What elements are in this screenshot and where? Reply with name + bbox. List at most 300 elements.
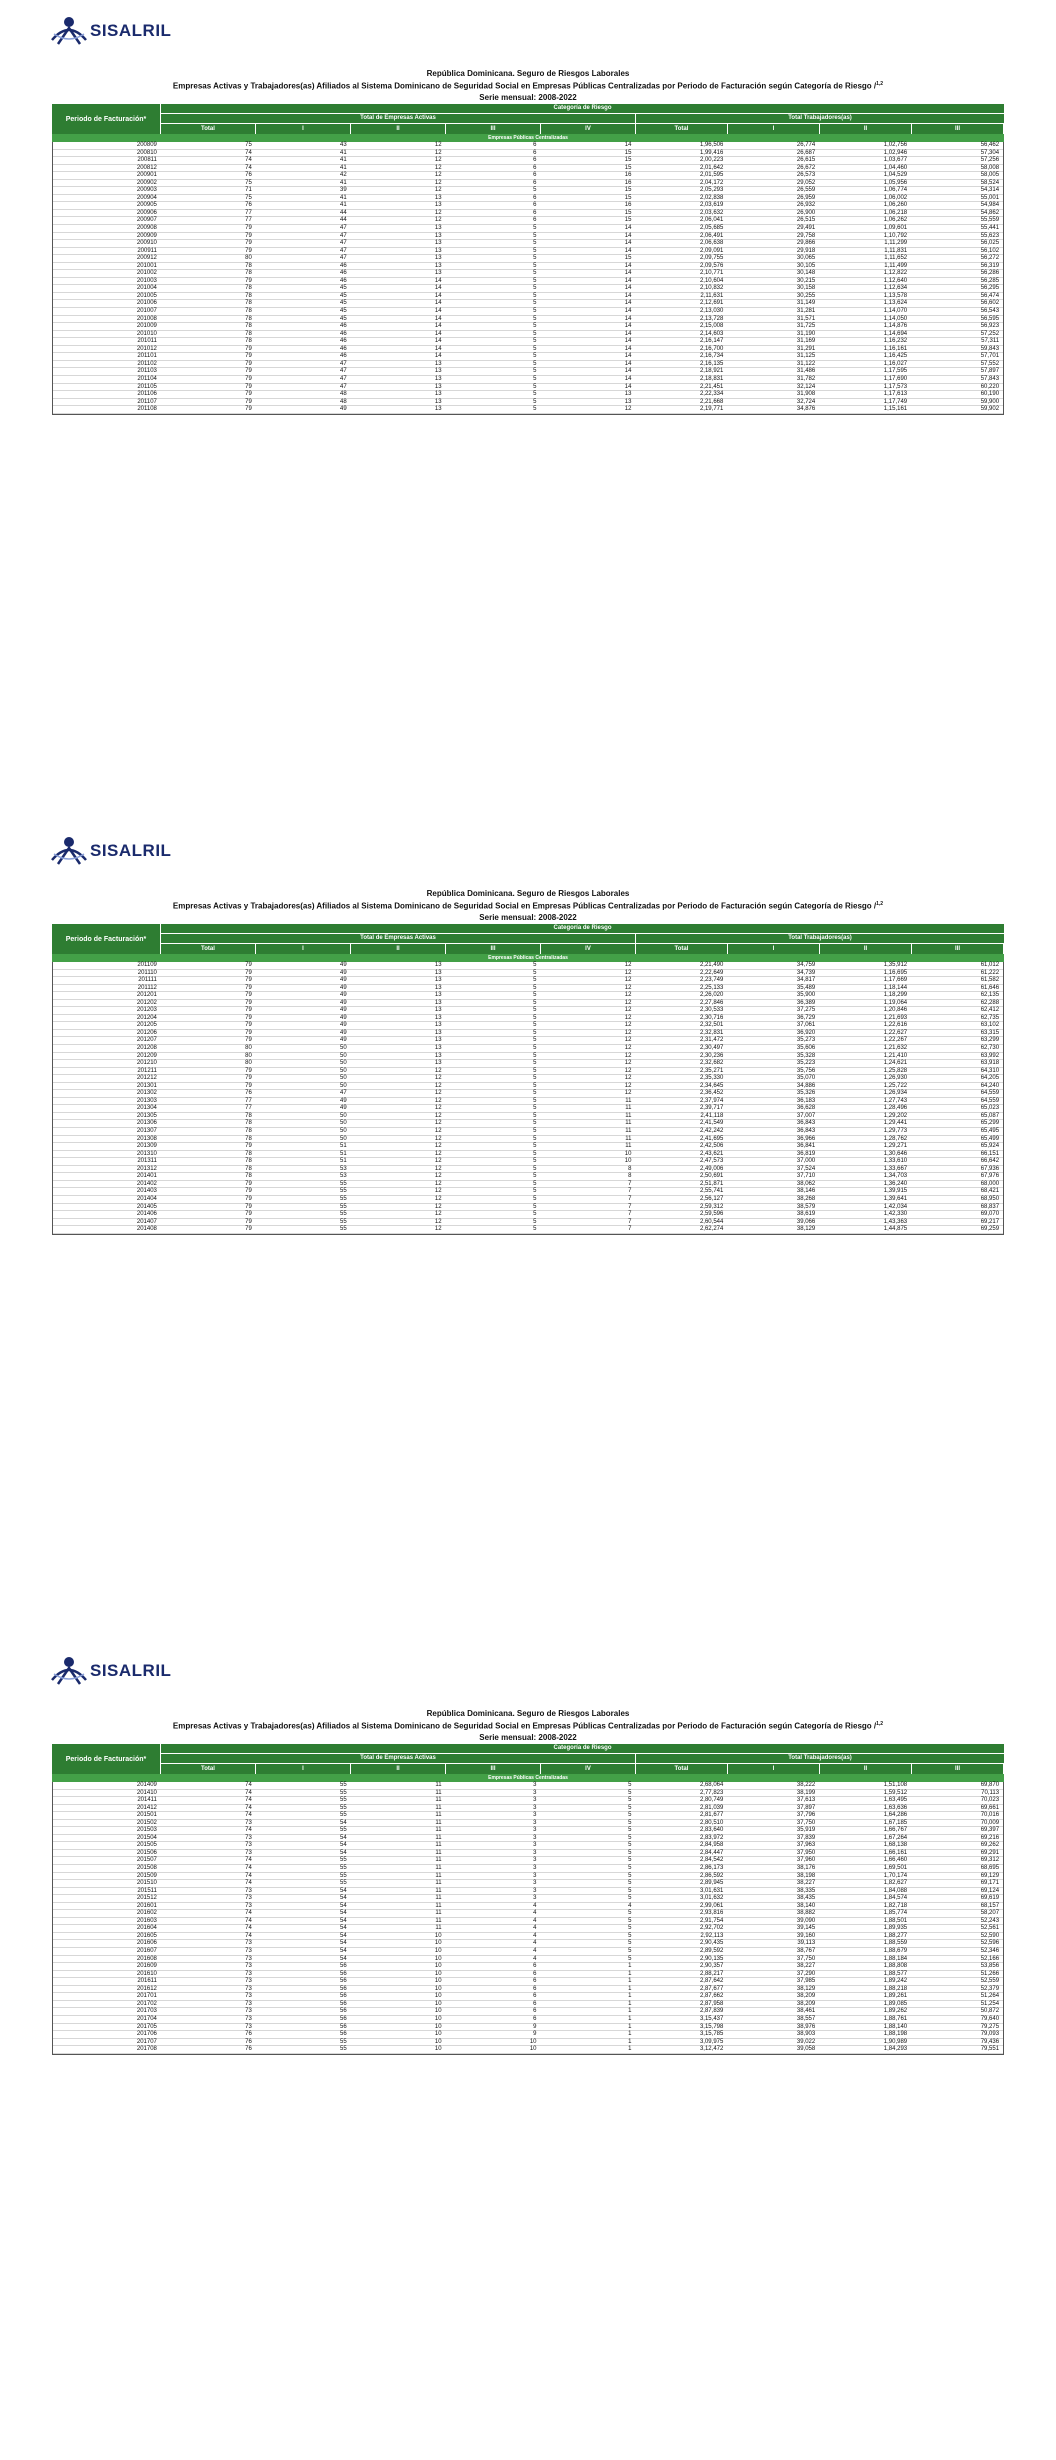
periodo-cell: 200906 <box>136 209 157 216</box>
value-cell: 76 <box>245 172 252 179</box>
value-cell: 15 <box>624 187 632 194</box>
value-cell: 77 <box>245 1097 252 1104</box>
value-cell: 70,113 <box>981 1789 1000 1796</box>
value-cell: 38,335 <box>796 1887 816 1894</box>
data-table <box>52 1744 1004 2055</box>
value-cell: 1,84,088 <box>883 1887 908 1894</box>
empresas-group-header: Total de Empresas Activas <box>161 934 636 944</box>
value-cell: 37,007 <box>796 1112 816 1119</box>
value-cell: 2,30,533 <box>699 1007 724 1014</box>
periodo-cell: 201702 <box>136 2000 157 2007</box>
value-cell: 1,67,264 <box>883 1834 908 1841</box>
value-cell: 11 <box>435 1895 442 1902</box>
value-cell: 5 <box>533 277 537 284</box>
periodo-cell: 201707 <box>136 2038 157 2045</box>
value-cell: 14 <box>434 353 442 360</box>
value-cell: 1,14,070 <box>883 308 908 315</box>
value-cell: 38,227 <box>796 1880 816 1887</box>
periodo-cell: 201501 <box>136 1812 157 1819</box>
value-cell: 5 <box>533 255 537 262</box>
value-cell: 3 <box>533 1797 537 1804</box>
value-cell: 14 <box>434 338 442 345</box>
value-cell: 11 <box>435 1789 442 1796</box>
value-cell: 37,796 <box>796 1812 816 1819</box>
value-cell: 80 <box>245 1045 252 1052</box>
value-cell: 1 <box>628 1993 632 2000</box>
value-cell: 14 <box>624 368 632 375</box>
periodo-cell: 201405 <box>136 1203 157 1210</box>
periodo-cell: 201307 <box>136 1128 157 1135</box>
value-cell: 2,84,958 <box>699 1842 724 1849</box>
value-cell: 54 <box>340 1834 347 1841</box>
periodo-cell: 200812 <box>136 164 157 171</box>
title-line-2-text: Empresas Activas y Trabajadores(as) Afiliados al Sistema Dominicano de Seguridad Social en Empresas Públicas Centralizadas por Periodo de Facturación según Categoría de Riesgo / <box>172 81 877 91</box>
table-row <box>53 361 1003 369</box>
value-cell: 5 <box>628 1797 632 1804</box>
table-row <box>53 1895 1003 1903</box>
periodo-cell: 201309 <box>136 1143 157 1150</box>
title-line-3: Serie mensual: 2008-2022 <box>479 912 577 922</box>
value-cell: 55,623 <box>980 232 1000 239</box>
value-cell: 54 <box>340 1925 347 1932</box>
table-row <box>53 368 1003 376</box>
table-row <box>53 1045 1003 1053</box>
value-cell: 73 <box>245 2015 252 2022</box>
value-cell: 52,243 <box>980 1917 1000 1924</box>
table-row <box>53 977 1003 985</box>
value-cell: 1,06,774 <box>883 187 908 194</box>
value-cell: 16 <box>624 179 632 186</box>
value-cell: 5 <box>533 1195 537 1202</box>
value-cell: 13 <box>434 194 442 201</box>
table-row <box>53 1835 1003 1843</box>
value-cell: 11 <box>625 1143 632 1150</box>
value-cell: 12 <box>434 1165 442 1172</box>
value-cell: 7 <box>628 1188 632 1195</box>
value-cell: 29,052 <box>796 179 816 186</box>
value-cell: 13 <box>434 391 442 398</box>
table-row <box>53 263 1003 271</box>
value-cell: 50 <box>340 1067 347 1074</box>
value-cell: 76 <box>245 202 252 209</box>
value-cell: 5 <box>533 1165 537 1172</box>
value-cell: 2,59,312 <box>699 1203 724 1210</box>
value-cell: 12 <box>434 1226 442 1233</box>
sisalril-logo <box>50 14 171 48</box>
periodo-cell: 201207 <box>136 1037 157 1044</box>
periodo-cell: 201512 <box>136 1895 157 1902</box>
periodo-cell: 201407 <box>136 1218 157 1225</box>
value-cell: 53 <box>340 1173 347 1180</box>
value-cell: 10 <box>529 2046 537 2053</box>
value-cell: 79 <box>245 406 252 413</box>
value-cell: 2,80,749 <box>699 1797 724 1804</box>
value-cell: 31,125 <box>796 353 816 360</box>
table-row <box>53 217 1003 225</box>
periodo-cell: 201704 <box>136 2015 157 2022</box>
value-cell: 5 <box>533 1022 537 1029</box>
value-cell: 2,39,717 <box>699 1105 724 1112</box>
value-cell: 1,85,774 <box>883 1910 908 1917</box>
periodo-cell: 201509 <box>136 1872 157 1879</box>
value-cell: 79 <box>245 977 252 984</box>
value-cell: 12 <box>624 969 632 976</box>
value-cell: 13 <box>434 1052 442 1059</box>
value-cell: 2,03,632 <box>699 209 724 216</box>
value-cell: 5 <box>533 285 537 292</box>
value-cell: 55,559 <box>980 217 1000 224</box>
value-cell: 12 <box>624 1067 632 1074</box>
value-cell: 51 <box>340 1150 347 1157</box>
periodo-cell: 201705 <box>136 2023 157 2030</box>
title-line-2 <box>0 1719 1056 1732</box>
value-cell: 2,15,008 <box>699 323 724 330</box>
value-cell: 65,924 <box>980 1143 1000 1150</box>
value-cell: 5 <box>628 1940 632 1947</box>
value-cell: 5 <box>533 375 537 382</box>
periodo-cell: 200902 <box>136 179 157 186</box>
value-cell: 13 <box>434 1060 442 1067</box>
value-cell: 11 <box>625 1105 632 1112</box>
value-cell: 31,725 <box>796 323 816 330</box>
table-row <box>53 338 1003 346</box>
value-cell: 74 <box>245 1827 252 1834</box>
value-cell: 14 <box>624 300 632 307</box>
value-cell: 57,256 <box>980 157 1000 164</box>
value-cell: 1,67,185 <box>883 1819 908 1826</box>
value-cell: 1,99,416 <box>699 149 724 156</box>
column-headers <box>161 124 1004 134</box>
categoria-header: Categoría de Riesgo <box>161 104 1004 114</box>
value-cell: 38,199 <box>796 1789 816 1796</box>
value-cell: 68,421 <box>980 1188 1000 1195</box>
value-cell: 14 <box>434 277 442 284</box>
table-row <box>53 1850 1003 1858</box>
value-cell: 2,30,716 <box>699 1014 724 1021</box>
table-row <box>53 1166 1003 1174</box>
value-cell: 14 <box>624 375 632 382</box>
value-cell: 3,01,632 <box>699 1895 724 1902</box>
value-cell: 2,13,728 <box>699 315 724 322</box>
value-cell: 2,88,217 <box>699 1970 724 1977</box>
table-row <box>53 1196 1003 1204</box>
table-row <box>53 172 1003 180</box>
value-cell: 1,33,610 <box>883 1158 908 1165</box>
value-cell: 5 <box>628 1895 632 1902</box>
value-cell: 13 <box>624 391 632 398</box>
value-cell: 55 <box>340 1804 347 1811</box>
periodo-cell: 201607 <box>136 1948 157 1955</box>
value-cell: 46 <box>340 330 347 337</box>
value-cell: 1,17,613 <box>883 391 908 398</box>
value-cell: 74 <box>245 157 252 164</box>
value-cell: 2,04,172 <box>699 179 724 186</box>
table-row <box>53 1963 1003 1971</box>
value-cell: 38,461 <box>796 2008 816 2015</box>
periodo-cell: 201104 <box>137 375 157 382</box>
title-line-3: Serie mensual: 2008-2022 <box>479 1732 577 1742</box>
periodo-cell: 201007 <box>136 308 157 315</box>
value-cell: 1,84,574 <box>883 1895 908 1902</box>
value-cell: 50 <box>340 1045 347 1052</box>
value-cell: 76 <box>245 2031 252 2038</box>
column-header: I <box>256 1764 351 1774</box>
value-cell: 39,022 <box>796 2038 816 2045</box>
value-cell: 35,326 <box>796 1090 816 1097</box>
periodo-cell: 201401 <box>136 1173 157 1180</box>
value-cell: 31,122 <box>796 360 816 367</box>
table-row <box>53 970 1003 978</box>
column-header: II <box>820 124 912 134</box>
value-cell: 8 <box>628 1173 632 1180</box>
value-cell: 78 <box>245 292 252 299</box>
value-cell: 53,856 <box>980 1963 1000 1970</box>
value-cell: 13 <box>434 262 442 269</box>
value-cell: 2,87,958 <box>699 2000 724 2007</box>
periodo-header: Periodo de Facturación* <box>52 104 161 134</box>
value-cell: 52,596 <box>980 1940 1000 1947</box>
value-cell: 78 <box>245 1150 252 1157</box>
logo-figure-icon <box>50 14 88 48</box>
table-row <box>53 1865 1003 1873</box>
value-cell: 2,83,640 <box>699 1827 724 1834</box>
value-cell: 38,227 <box>796 1963 816 1970</box>
value-cell: 1,89,242 <box>883 1978 908 1985</box>
value-cell: 2,05,685 <box>699 225 724 232</box>
value-cell: 73 <box>245 2023 252 2030</box>
report-titles <box>0 68 1056 103</box>
value-cell: 66,151 <box>980 1150 1000 1157</box>
value-cell: 14 <box>434 300 442 307</box>
value-cell: 14 <box>434 285 442 292</box>
value-cell: 78 <box>245 270 252 277</box>
value-cell: 6 <box>533 142 537 148</box>
value-cell: 55 <box>340 1188 347 1195</box>
value-cell: 1,82,718 <box>883 1902 908 1909</box>
trabajadores-group-header: Total Trabajadores(as) <box>636 934 1004 944</box>
value-cell: 73 <box>245 1955 252 1962</box>
value-cell: 14 <box>624 308 632 315</box>
value-cell: 63,102 <box>980 1022 1000 1029</box>
value-cell: 35,900 <box>796 992 816 999</box>
value-cell: 14 <box>434 292 442 299</box>
value-cell: 2,35,271 <box>699 1067 724 1074</box>
value-cell: 57,304 <box>980 149 1000 156</box>
value-cell: 56,025 <box>980 240 1000 247</box>
value-cell: 78 <box>245 1128 252 1135</box>
value-cell: 1 <box>628 1978 632 1985</box>
value-cell: 5 <box>628 1842 632 1849</box>
value-cell: 56,319 <box>980 262 1000 269</box>
value-cell: 2,49,006 <box>699 1165 724 1172</box>
value-cell: 12 <box>434 142 442 148</box>
value-cell: 12 <box>434 1075 442 1082</box>
value-cell: 79 <box>245 277 252 284</box>
periodo-cell: 201107 <box>137 398 157 405</box>
column-header: Total <box>161 124 256 134</box>
value-cell: 56,285 <box>980 277 1000 284</box>
value-cell: 5 <box>533 1060 537 1067</box>
table-row <box>53 1971 1003 1979</box>
value-cell: 2,41,118 <box>700 1112 724 1119</box>
value-cell: 1,21,632 <box>883 1045 908 1052</box>
periodo-cell: 201609 <box>136 1963 157 1970</box>
value-cell: 2,03,619 <box>699 202 724 209</box>
value-cell: 1,89,085 <box>883 2000 908 2007</box>
value-cell: 34,739 <box>796 969 816 976</box>
table-row <box>53 992 1003 1000</box>
value-cell: 67,976 <box>980 1173 1000 1180</box>
value-cell: 38,062 <box>796 1180 816 1187</box>
periodo-cell: 201101 <box>137 353 157 360</box>
value-cell: 1,39,915 <box>883 1188 908 1195</box>
value-cell: 12 <box>624 984 632 991</box>
table-row <box>53 1188 1003 1196</box>
value-cell: 78 <box>245 338 252 345</box>
value-cell: 78 <box>245 1173 252 1180</box>
value-cell: 1,68,138 <box>883 1842 908 1849</box>
value-cell: 10 <box>434 1955 442 1962</box>
value-cell: 11 <box>435 1880 442 1887</box>
sisalril-logo <box>50 834 171 868</box>
table-row <box>53 1120 1003 1128</box>
report-titles <box>0 888 1056 923</box>
value-cell: 1,03,677 <box>883 157 908 164</box>
value-cell: 31,782 <box>796 375 816 382</box>
value-cell: 2,14,603 <box>699 330 724 337</box>
value-cell: 3 <box>533 1804 537 1811</box>
value-cell: 35,273 <box>796 1037 816 1044</box>
value-cell: 2,31,472 <box>699 1037 724 1044</box>
value-cell: 49 <box>340 999 347 1006</box>
value-cell: 12 <box>624 977 632 984</box>
column-header: Total <box>636 944 728 954</box>
value-cell: 12 <box>624 1029 632 1036</box>
value-cell: 74 <box>245 164 252 171</box>
value-cell: 74 <box>245 1812 252 1819</box>
value-cell: 5 <box>628 1857 632 1864</box>
value-cell: 63,299 <box>980 1037 1000 1044</box>
table-row <box>53 1842 1003 1850</box>
value-cell: 73 <box>245 1895 252 1902</box>
value-cell: 10 <box>624 1150 632 1157</box>
value-cell: 56 <box>340 2008 347 2015</box>
table-row <box>53 1090 1003 1098</box>
value-cell: 5 <box>533 1226 537 1233</box>
table-row <box>53 1956 1003 1964</box>
value-cell: 1,17,573 <box>883 383 908 390</box>
table-row <box>53 1151 1003 1159</box>
value-cell: 37,524 <box>796 1165 816 1172</box>
value-cell: 13 <box>434 962 442 968</box>
value-cell: 12 <box>434 1067 442 1074</box>
value-cell: 38,268 <box>796 1195 816 1202</box>
value-cell: 1,88,184 <box>883 1955 908 1962</box>
value-cell: 13 <box>434 247 442 254</box>
value-cell: 69,171 <box>980 1880 1000 1887</box>
periodo-cell: 201001 <box>136 262 157 269</box>
value-cell: 49 <box>340 1007 347 1014</box>
value-cell: 2,84,447 <box>699 1849 724 1856</box>
value-cell: 79 <box>245 1067 252 1074</box>
periodo-cell: 201402 <box>136 1180 157 1187</box>
periodo-cell: 201602 <box>136 1910 157 1917</box>
column-header: II <box>820 1764 912 1774</box>
value-cell: 30,215 <box>796 277 816 284</box>
table-row <box>53 2008 1003 2016</box>
table-header <box>52 924 1004 954</box>
table-row <box>53 1910 1003 1918</box>
value-cell: 29,866 <box>796 240 816 247</box>
value-cell: 5 <box>533 969 537 976</box>
column-header: III <box>912 1764 1004 1774</box>
periodo-cell: 201612 <box>136 1985 157 1992</box>
value-cell: 69,312 <box>980 1857 1000 1864</box>
value-cell: 37,897 <box>796 1804 816 1811</box>
value-cell: 79 <box>245 1218 252 1225</box>
value-cell: 4 <box>533 1917 537 1924</box>
value-cell: 1,04,529 <box>883 172 908 179</box>
table-row <box>53 1037 1003 1045</box>
value-cell: 1,39,641 <box>883 1195 908 1202</box>
value-cell: 37,750 <box>796 1819 816 1826</box>
value-cell: 35,489 <box>796 984 816 991</box>
value-cell: 12 <box>434 172 442 179</box>
value-cell: 14 <box>624 353 632 360</box>
value-cell: 37,985 <box>796 1978 816 1985</box>
value-cell: 35,223 <box>796 1060 816 1067</box>
value-cell: 5 <box>533 992 537 999</box>
table-body <box>52 1782 1004 2055</box>
value-cell: 4 <box>533 1910 537 1917</box>
sisalril-logo <box>50 1654 171 1688</box>
value-cell: 12 <box>434 1105 442 1112</box>
value-cell: 45 <box>340 285 347 292</box>
column-header: I <box>256 124 351 134</box>
value-cell: 38,209 <box>796 1993 816 2000</box>
value-cell: 2,89,945 <box>699 1880 724 1887</box>
value-cell: 49 <box>340 969 347 976</box>
table-row <box>53 1857 1003 1865</box>
value-cell: 55 <box>340 1218 347 1225</box>
value-cell: 5 <box>533 1143 537 1150</box>
value-cell: 2,16,700 <box>699 345 724 352</box>
value-cell: 74 <box>245 1797 252 1804</box>
value-cell: 63,992 <box>980 1052 1000 1059</box>
value-cell: 26,515 <box>796 217 816 224</box>
value-cell: 51 <box>340 1158 347 1165</box>
column-header: II <box>351 124 446 134</box>
value-cell: 56 <box>340 1993 347 2000</box>
value-cell: 46 <box>340 345 347 352</box>
value-cell: 4 <box>533 1925 537 1932</box>
value-cell: 58,008 <box>980 164 1000 171</box>
value-cell: 64,240 <box>980 1082 1000 1089</box>
value-cell: 54 <box>340 1948 347 1955</box>
value-cell: 2,05,293 <box>699 187 724 194</box>
trabajadores-group-header: Total Trabajadores(as) <box>636 114 1004 124</box>
value-cell: 1 <box>628 2046 632 2053</box>
value-cell: 13 <box>434 398 442 405</box>
title-line-2 <box>0 899 1056 912</box>
value-cell: 74 <box>245 1865 252 1872</box>
table-row <box>53 1903 1003 1911</box>
value-cell: 2,89,592 <box>699 1948 724 1955</box>
value-cell: 45 <box>340 308 347 315</box>
value-cell: 13 <box>434 255 442 262</box>
value-cell: 11 <box>435 1849 442 1856</box>
value-cell: 1,06,262 <box>883 217 908 224</box>
